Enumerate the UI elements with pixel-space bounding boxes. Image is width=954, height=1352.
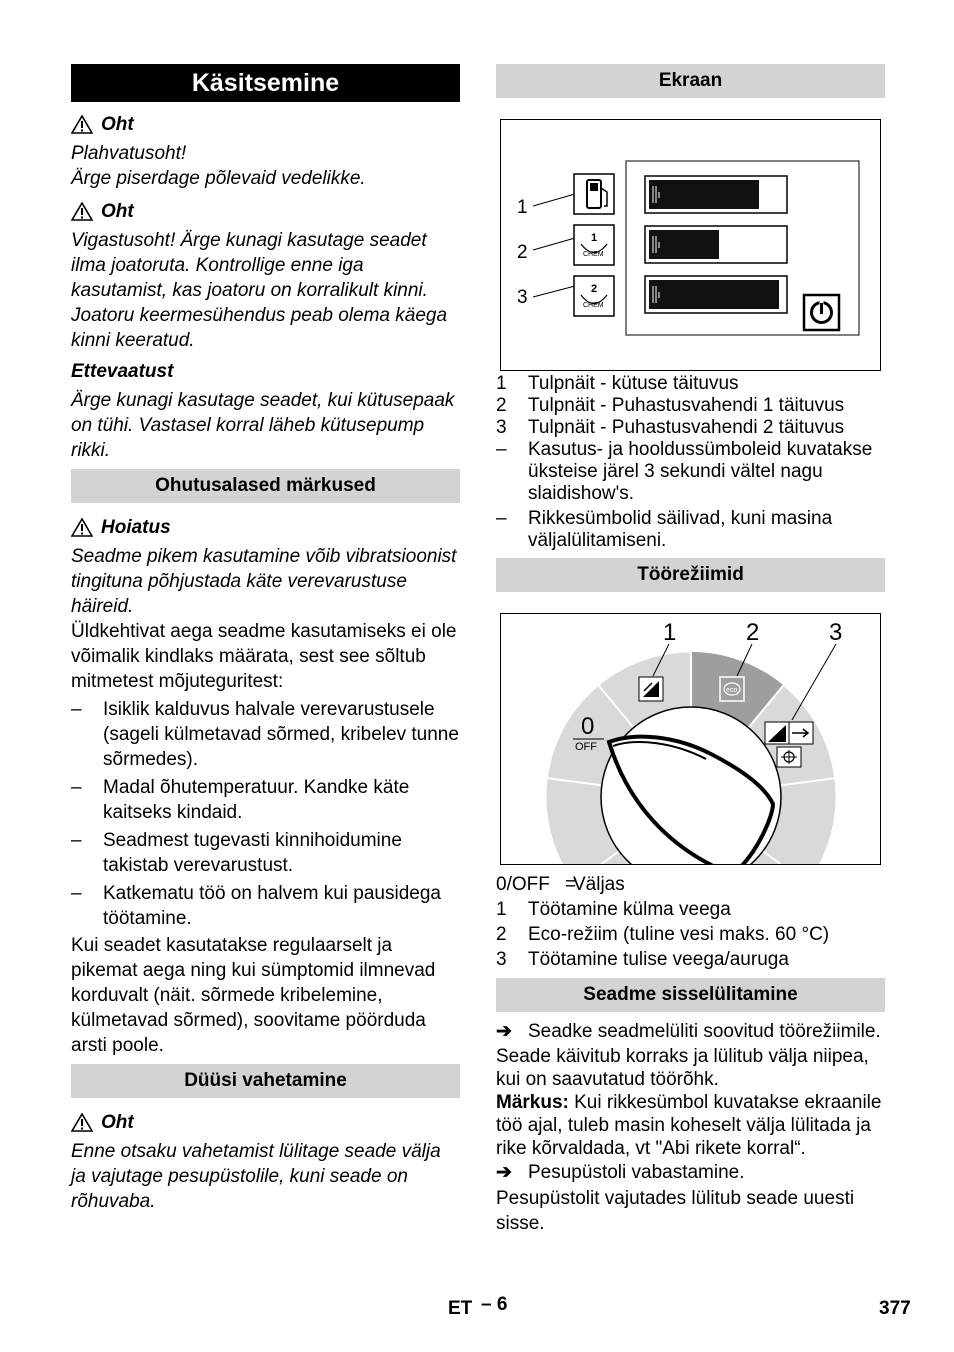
danger-text-2: Ärge piserdage põlevaid vedelikke. <box>71 168 366 189</box>
list-item: – Madal õhutemperatuur. Kandke käte kaitseks kindaid. <box>71 775 460 825</box>
switch-on-heading: Seadme sisselülitamine <box>496 978 885 1012</box>
danger-text-1: Plahvatusoht! <box>71 143 187 164</box>
dial-number-1: 1 <box>663 619 677 646</box>
caution-label: Ettevaatust <box>71 361 174 382</box>
list-item: – Katkematu töö on halvem kui pausidega töötamine. <box>71 881 460 931</box>
warning-heading <box>71 515 460 540</box>
warning-text: Seadme pikem kasutamine võib vibratsioonist tingituna põhjustada käte verevarustuse häireid. <box>71 546 457 617</box>
step-1 <box>496 1020 885 1043</box>
arrow-icon: ➔ <box>496 1162 512 1183</box>
screen-heading: Ekraan <box>496 64 885 98</box>
dial-number-0: 0 <box>581 713 595 740</box>
off-item: 0/OFF = Väljas <box>496 874 625 895</box>
warning-triangle-icon <box>71 202 93 221</box>
caution-text: Ärge kunagi kasutage seadet, kui kütusepaak on tühi. Vastasel korral läheb kütusepump rikki. <box>71 390 455 461</box>
chem-1-number: 1 <box>591 232 598 244</box>
callout-3: 3 <box>517 287 528 308</box>
fuel-level-fill <box>649 180 759 209</box>
danger-label: Oht <box>101 114 134 135</box>
warning-label: Hoiatus <box>101 517 171 538</box>
mode-dial-diagram <box>501 614 880 864</box>
footer-page-local: – 6 <box>481 1294 508 1315</box>
callout-2: 2 <box>517 242 528 263</box>
dial-number-3: 3 <box>829 619 843 646</box>
list-item: 2 Tulpnäit - Puhastusvahendi 1 täituvus <box>496 395 845 416</box>
off-text: Väljas <box>573 874 625 895</box>
switch-on-text-1: Seade käivitub korraks ja lülitub välja niipea, kui on saavutatud töörõhk. <box>496 1046 869 1090</box>
display-diagram <box>501 120 880 370</box>
warning-triangle-icon <box>71 1113 93 1132</box>
chem-1-level-bar <box>645 226 787 263</box>
modes-heading: Töörežiimid <box>496 558 885 592</box>
screen-notes <box>496 439 885 552</box>
display-figure <box>500 119 881 371</box>
mode-dial-figure <box>500 613 881 865</box>
eco-icon-label: eco <box>726 687 738 694</box>
chem-2-label: CHEM <box>583 302 604 309</box>
safety-intro: Üldkehtivat aega seadme kasutamiseks ei ole võimalik kindlaks määrata, sest see sõltub mitmetest mõjuteguritest: <box>71 621 457 692</box>
list-item: 3 Töötamine tulise veega/auruga <box>496 949 789 970</box>
screen-legend <box>496 373 885 439</box>
steam-icon <box>777 747 801 767</box>
power-icon <box>804 295 839 330</box>
step-1-text: Seadke seadmelüliti soovitud töörežiimile. <box>528 1021 881 1042</box>
cold-water-icon <box>639 677 663 701</box>
factor-list <box>71 697 460 931</box>
list-item: 2 Eco-režiim (tuline vesi maks. 60 °C) <box>496 924 830 945</box>
step-2 <box>496 1161 885 1184</box>
danger-label: Oht <box>101 1112 134 1133</box>
footer-page-total: 377 <box>879 1298 911 1319</box>
list-item: 1 Tulpnäit - kütuse täituvus <box>496 373 739 394</box>
step-2-text: Pesupüstoli vabastamine. <box>528 1162 745 1183</box>
danger-heading <box>71 112 460 137</box>
warning-triangle-icon <box>71 518 93 537</box>
arrow-icon: ➔ <box>496 1021 512 1042</box>
note-label: Märkus: <box>496 1092 569 1113</box>
danger-heading-2 <box>71 199 460 224</box>
safety-outro: Kui seadet kasutatakse regulaarselt ja pikemat aega ning kui sümptomid ilmnevad korduvalt (näit. sõrmede kribelemine, külmetavad sõrmed), soovitame pöörduda arsti poole. <box>71 935 436 1056</box>
switch-on-text-2: Pesupüstolit vajutades lülitub seade uuesti sisse. <box>496 1188 855 1234</box>
nozzle-text: Enne otsaku vahetamist lülitage seade välja ja vajutage pesupüstolile, kuni seade on rõhuvaba. <box>71 1141 441 1212</box>
note-text: Kui rikkesümbol kuvatakse ekraanile töö ajal, tuleb masin koheselt välja lülitada ja rike kõrvaldada, vt "Abi rikete korral“. <box>496 1092 882 1159</box>
list-item: 1 Töötamine külma veega <box>496 899 731 920</box>
chem-2-level-fill <box>649 280 779 309</box>
chem-2-level-bar <box>645 276 787 313</box>
nozzle-heading: Düüsi vahetamine <box>71 1064 460 1098</box>
chem-2-icon <box>574 276 614 316</box>
nozzle-danger-heading <box>71 1110 460 1135</box>
dial-number-2: 2 <box>746 619 760 646</box>
off-label: 0/OFF <box>496 874 550 895</box>
page-title: Käsitsemine <box>71 64 460 102</box>
callout-1: 1 <box>517 197 528 218</box>
list-item: 3 Tulpnäit - Puhastusvahendi 2 täituvus <box>496 417 845 438</box>
fuel-level-bar <box>645 176 787 213</box>
list-item: – Seadmest tugevasti kinnihoidumine takistab verevarustust. <box>71 828 460 878</box>
warning-triangle-icon <box>71 115 93 134</box>
list-item: – Isiklik kalduvus halvale verevarustusele (sageli külmetavad sõrmed, kribelev tunne sõrmedes). <box>71 697 460 772</box>
fuel-icon <box>574 174 614 214</box>
right-column <box>496 64 885 1236</box>
list-item: – Kasutus- ja hooldussümboleid kuvatakse üksteise järel 3 sekundi vältel nagu slaidishow's. <box>496 439 885 505</box>
dial-off-label: OFF <box>575 741 597 753</box>
chem-2-number: 2 <box>591 283 598 295</box>
switch-on-note <box>496 1091 885 1160</box>
danger-text: Vigastusoht! Ärge kunagi kasutage seadet ilma joatoruta. Kontrollige enne iga kasutamist, kas joatoru on korralikult kinni. Joatoru keermesühendus peab olema käega kinni keeratud. <box>71 230 448 351</box>
left-column <box>71 64 460 1214</box>
mode-legend <box>496 873 885 972</box>
list-item: – Rikkesümbolid säilivad, kuni masina väljalülitamiseni. <box>496 508 885 552</box>
chem-1-icon <box>574 225 614 265</box>
danger-label: Oht <box>101 201 134 222</box>
hot-water-icon <box>765 722 813 744</box>
footer-lang: ET <box>448 1298 473 1319</box>
safety-heading: Ohutusalased märkused <box>71 469 460 503</box>
chem-1-label: CHEM <box>583 251 604 258</box>
